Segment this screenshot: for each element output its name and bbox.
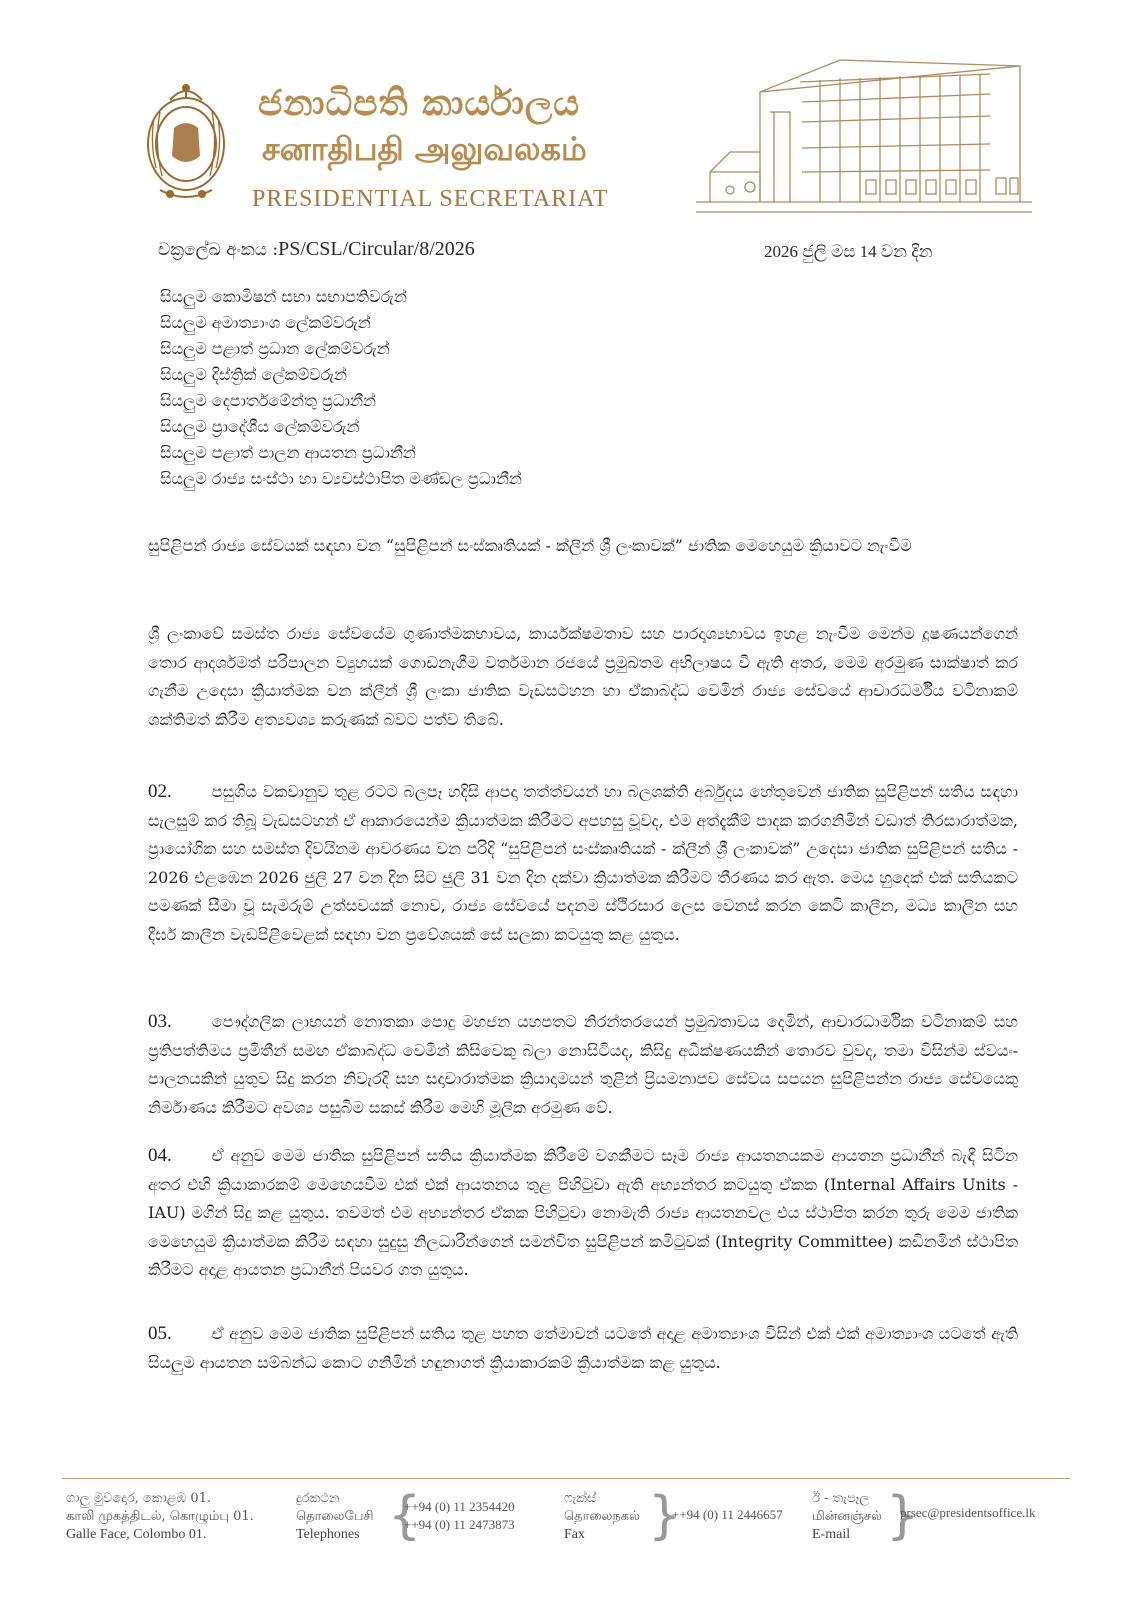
brace-icon: }: [648, 1486, 682, 1546]
footer-fax-number: ++94 (0) 11 2446657: [672, 1507, 783, 1522]
paragraph-02: [148, 778, 1018, 949]
office-title-tamil: சனாதிபதி அலுவலகம்: [262, 130, 587, 168]
presidential-secretariat-building-icon: [690, 52, 1038, 220]
paragraph-03: [148, 1008, 1018, 1122]
fax-label-sinhala: ෆැක්ස්: [564, 1491, 597, 1506]
brace-icon: {: [388, 1486, 422, 1546]
telephone-label-sinhala: දුරකථන: [296, 1491, 340, 1506]
telephone-number: ++94 (0) 11 2354420: [404, 1499, 515, 1514]
paragraph-text: පසුගිය වකවානුව තුළ රටට බලපෑ හදිසි ආපදා තත්ත්වයන් හා බලශක්ති අර්බුදය හේතුවෙන් ජාතික සුපිළිපන් සතිය සඳහා සැලසුම් කර තිබූ වැඩසටහන් ඒ ආකාරයෙන්ම ක්‍රියාත්මක කිරීමට අපහසු වූවද, එම අත්දැකීම් පාදක කරගනිමින් වඩාත් තිරසාරාත්මක, ප්‍රායෝගික සහ සමස්ත දිවයිනම ආවරණය වන පරිදි “සුපිළිපන් සංස්කෘතියක් - ක්ලීන් ශ්‍රී ලංකාවක්” උදෙසා ජාතික සුපිළිපන් සතිය - 2026 එළඹෙන 2026 ජුලි 27 වන දින සිට ජුලි 31 වන දින දක්වා ක්‍රියාත්මක කිරීමට තීරණය කර ඇත. මෙය හුදෙක් එක් සතියකට පමණක් සීමා වූ සැමරුම් උත්සවයක් නොව, රාජ්‍ය සේවයේ පදනම ස්ථිරසාර ලෙස වෙනස් කරන කෙටි කාලීන, මධ්‍ය කාලීන සහ දීර්ඝ කාලීන වැඩපිළිවෙළක් සඳහා වන ප්‍රවේශයක් සේ සලකා කටයුතු කළ යුතුය.: [148, 782, 1018, 944]
paragraph-text: ඒ අනුව මෙම ජාතික සුපිළිපන් සතිය ක්‍රියාත්මක කිරීමේ වගකීමට සෑම රාජ්‍ය ආයතනයකම ආයතන ප්‍රධානීන් බැඳී සිටින අතර එහි ක්‍රියාකාරකම් මෙහෙයවීම එක් එක් ආයතනය තුළ පිහිටුවා ඇති අභ්‍යන්තර කටයුතු ඒකක (Internal Affairs Units - IAU) මගින් සිදු කළ යුතුය. තවමත් එම අභ්‍යන්තර ඒකක පිහිටුවා නොමැති රාජ්‍ය ආයතනවල එය ස්ථාපිත කරන තුරු මෙම ජාතික මෙහෙයුම ක්‍රියාත්මක කිරීම සඳහා සුදුසු නිලධාරීන්ගෙන් සමන්විත සුපිළිපන් කමිටුවක් (Integrity Committee) කඩිනමින් ස්ථාපිත කිරීමට අදාළ ආයතන ප්‍රධානීන් පියවර ගත යුතුය.: [148, 1146, 1018, 1279]
recipient-list: [160, 284, 522, 492]
footer-email[interactable]: prsec@presidentsoffice.lk: [900, 1505, 1036, 1520]
recipient-item: සියලුම අමාත්‍යාංශ ලේකම්වරුන්: [160, 313, 371, 332]
paragraph-01: [148, 620, 1018, 734]
office-title-english: PRESIDENTIAL SECRETARIAT: [252, 186, 609, 212]
footer-fax-label: [564, 1490, 650, 1544]
recipient-item: සියලුම ප්‍රාදේශීය ලේකම්වරුන්: [160, 417, 360, 436]
paragraph-04: [148, 1142, 1018, 1285]
recipient-item: සියලුම දෙපාර්තමේන්තු ප්‍රධානීන්: [160, 391, 376, 410]
footer-address: [66, 1490, 266, 1544]
paragraph-number: 05.: [148, 1323, 172, 1344]
office-title-sinhala: ජනාධිපති කාර්යාලය: [258, 82, 581, 124]
circular-reference: [158, 238, 475, 261]
paragraph-number: 02.: [148, 781, 172, 802]
paragraph-05: [148, 1320, 1018, 1377]
address-sinhala: ගාලු මුවදොර, කොළඹ 01.: [66, 1491, 212, 1506]
address-tamil: காலி முகத்திடல், கொழும்பு 01.: [66, 1509, 254, 1524]
recipient-item: සියලුම දිස්ත්‍රික් ලේකම්වරුන්: [160, 365, 347, 384]
recipient-item: සියලුම පළාත් පාලන ආයතන ප්‍රධානීන්: [160, 443, 416, 462]
reference-code: PS/CSL/Circular/8/2026: [278, 238, 475, 260]
fax-label-english: Fax: [564, 1527, 585, 1542]
sri-lanka-emblem-icon: [140, 78, 232, 206]
telephone-label-english: Telephones: [296, 1527, 360, 1542]
paragraph-text: ඒ අනුව මෙම ජාතික සුපිළිපන් සතිය තුළ පහත තේමාවන් යටතේ අදාළ අමාත්‍යාංශ විසින් එක් එක් අමාත්‍යාංශ යටතේ ඇති සියලුම ආයතන සම්බන්ධ කොට ගනිමින් හඳුනාගත් ක්‍රියාකාරකම් ක්‍රියාත්මක කළ යුතුය.: [148, 1324, 1018, 1372]
email-label-sinhala: ඊ - තැපෑල: [812, 1491, 870, 1506]
recipient-item: සියලුම රාජ්‍ය සංස්ථා හා ව්‍යවස්ථාපිත මණ්ඩල ප්‍රධානීන්: [160, 469, 522, 488]
recipient-item: සියලුම කොමිෂන් සභා සභාපතිවරුන්: [160, 287, 407, 306]
paragraph-number: 04.: [148, 1145, 172, 1166]
footer-divider: [62, 1478, 1070, 1479]
footer-email-label: [812, 1490, 892, 1544]
footer-telephone-numbers: [404, 1498, 564, 1534]
email-label-english: E-mail: [812, 1527, 851, 1542]
address-english: Galle Face, Colombo 01.: [66, 1527, 207, 1542]
footer-telephone-label: [296, 1490, 392, 1544]
paragraph-number: 03.: [148, 1011, 172, 1032]
brace-icon: }: [886, 1486, 920, 1546]
circular-date: 2026 ජුලි මස 14 වන දින: [764, 242, 933, 261]
email-label-tamil: மின்னஞ்சல்: [812, 1509, 882, 1524]
paragraph-text: ශ්‍රී ලංකාවේ සමස්ත රාජ්‍ය සේවයේම ගුණාත්මකභාවය, කාර්යක්ෂමතාව සහ පාරදෘශ්‍යභාවය ඉහළ නැංවීම මෙන්ම දූෂණයන්ගෙන් තොර ආදර්ශමත් පරිපාලන ව්‍යුහයක් ගොඩනැගීම වර්තමාන රජයේ ප්‍රමුඛතම අභිලාෂය වී ඇති අතර, මෙම අරමුණ සාක්ෂාත් කර ගැනීම උදෙසා ක්‍රියාත්මක වන ක්ලීන් ශ්‍රී ලංකා ජාතික වැඩසටහන හා ඒකාබද්ධ වෙමින් රාජ්‍ය සේවයේ ආචාරධර්මීය වටිනාකම් ශක්තිමත් කිරීම අත්‍යවශ්‍ය කරුණක් බවට පත්ව තිබේ.: [148, 624, 1018, 729]
fax-label-tamil: தொலைநகல்: [564, 1509, 640, 1524]
reference-label: චක්‍රලේඛ අංකය :: [158, 240, 279, 260]
telephone-label-tamil: தொலைபேசி: [296, 1509, 374, 1524]
telephone-number: ++94 (0) 11 2473873: [404, 1517, 515, 1532]
paragraph-text: පෞද්ගලික ලාභයන් නොතකා පොදු මහජන යහපතට නිරන්තරයෙන් ප්‍රමුඛතාවය දෙමින්, ආචාරධාර්මික වටිනාකම් සහ ප්‍රතිපත්තිමය ප්‍රමිතීන් සමඟ ඒකාබද්ධ වෙමින් කිසිවෙකු බලා නොසිටියද, කිසිදු අධීක්ෂණයකින් තොරව වුවද, තමා විසින්ම ස්වයං-පාලනයකින් යුතුව සිදු කරන නිවැරදි සහ සදාචාරාත්මක ක්‍රියාදාමයන් තුළින් ප්‍රියමනාපව සේවය සපයන සුපිළිපන්න රාජ්‍ය සේවයෙකු නිර්මාණය කිරීමට අවශ්‍ය පසුබිම සකස් කිරීම මෙහි මූලික අරමුණ වේ.: [148, 1012, 1018, 1117]
circular-subject: සුපිළිපන් රාජ්‍ය සේවයක් සඳහා වන “සුපිළිපන් සංස්කෘතියක් - ක්ලීන් ශ්‍රී ලංකාවක්” ජාතික මෙහෙයුම ක්‍රියාවට නැංවීම: [148, 536, 912, 555]
recipient-item: සියලුම පළාත් ප්‍රධාන ලේකම්වරුන්: [160, 339, 390, 358]
